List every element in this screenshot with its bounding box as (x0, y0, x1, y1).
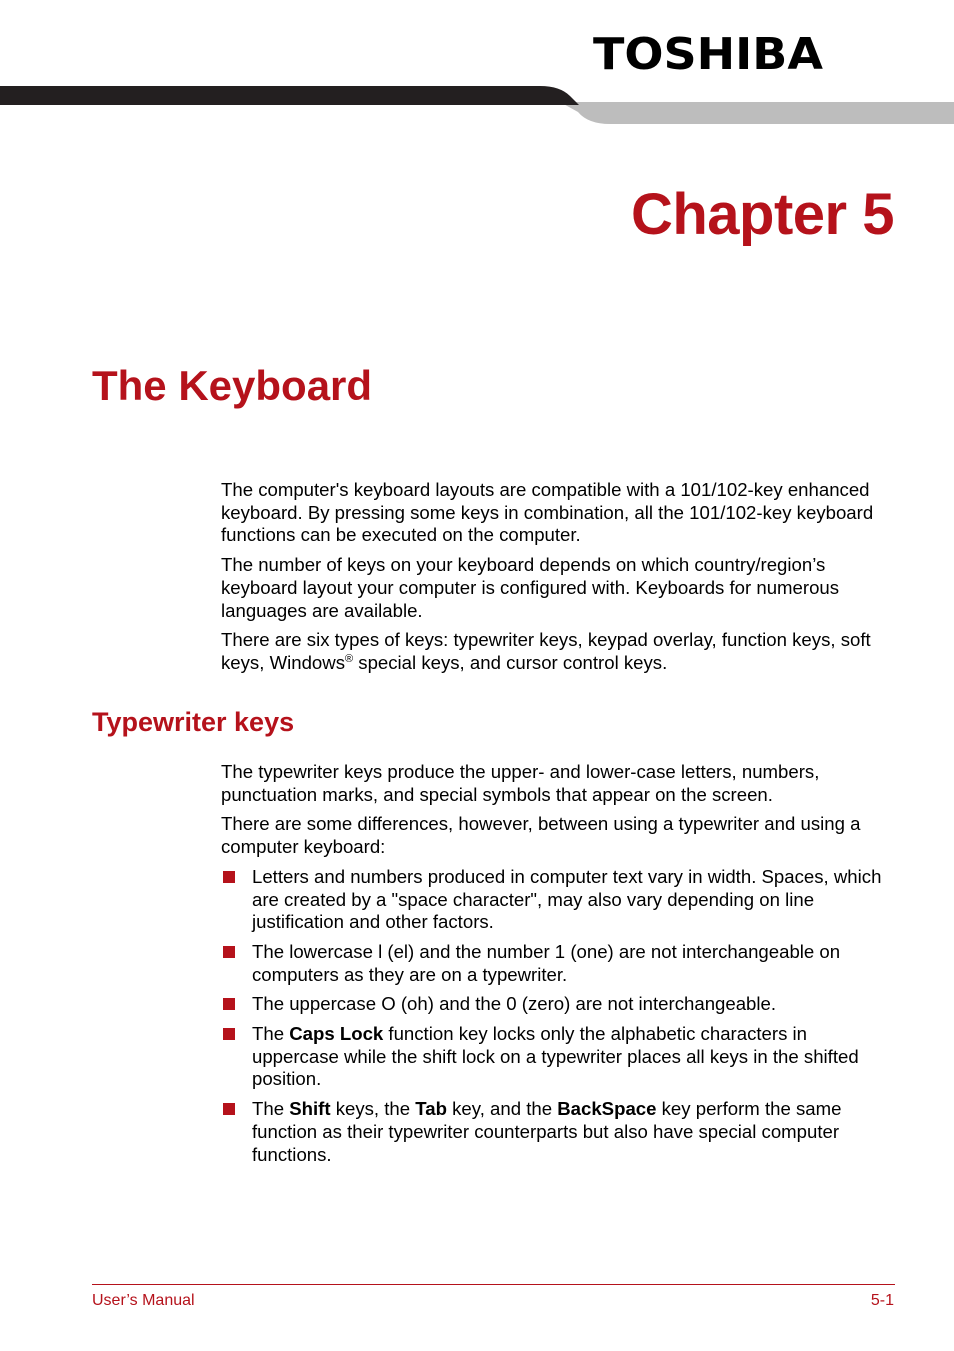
bullet-square-icon (223, 871, 235, 883)
list-item: The lowercase l (el) and the number 1 (one) are not interchangeable on computers as they are on a typewriter. (221, 941, 896, 986)
list-item: The Shift keys, the Tab key, and the BackSpace key perform the same function as their typewriter counterparts but also have special computer functions. (221, 1098, 896, 1166)
typewriter-paragraph-1: The typewriter keys produce the upper- and lower-case letters, numbers, punctuation marks, and special symbols that appear on the screen. (221, 761, 820, 805)
header-bar (0, 84, 954, 126)
bullet-square-icon (223, 946, 235, 958)
intro-paragraph-2: The number of keys on your keyboard depends on which country/region’s keyboard layout your computer is configured with. Keyboards for numerous languages are available. (221, 554, 840, 621)
bullet-square-icon (223, 998, 235, 1010)
header-grey-stripe (560, 102, 954, 124)
typewriter-block (221, 761, 896, 1173)
chapter-title: Chapter 5 (630, 182, 894, 247)
section-title: The Keyboard (92, 362, 373, 409)
key-name-backspace: BackSpace (557, 1098, 657, 1120)
brand-text: TOSHIBA (593, 30, 823, 76)
registered-mark: ® (345, 652, 354, 665)
differences-list (221, 866, 896, 1166)
bullet-square-icon (223, 1028, 235, 1040)
key-name-caps-lock: Caps Lock (289, 1023, 384, 1045)
list-item: The Caps Lock function key locks only the alphabetic characters in uppercase while the shift lock on a typewriter places all keys in the shifted position. (221, 1023, 896, 1091)
header-dark-stripe (0, 86, 579, 105)
toshiba-logo (592, 30, 824, 76)
subsection-title-typewriter-keys: Typewriter keys (92, 707, 295, 737)
intro-paragraph-3: There are six types of keys: typewriter keys, keypad overlay, function keys, soft keys, Windows® special keys, and cursor control keys. (221, 629, 871, 673)
key-name-tab: Tab (415, 1098, 447, 1120)
footer-manual-title: User’s Manual (92, 1292, 195, 1309)
intro-block (221, 479, 896, 682)
typewriter-paragraph-2: There are some differences, however, between using a typewriter and using a computer keyboard: (221, 813, 861, 858)
footer-page-number: 5-1 (870, 1292, 894, 1309)
bullet-square-icon (223, 1103, 235, 1115)
list-item: Letters and numbers produced in computer text vary in width. Spaces, which are created by a "space character", may also vary depending on line justification and other factors. (221, 866, 896, 934)
key-name-shift: Shift (289, 1098, 331, 1120)
list-item: The uppercase O (oh) and the 0 (zero) are not interchangeable. (221, 993, 896, 1016)
footer-divider (92, 1284, 895, 1285)
intro-paragraph-1: The computer's keyboard layouts are compatible with a 101/102-key enhanced keyboard. By pressing some keys in combination, all the 101/102-key keyboard functions can be executed on the computer. (221, 479, 874, 546)
